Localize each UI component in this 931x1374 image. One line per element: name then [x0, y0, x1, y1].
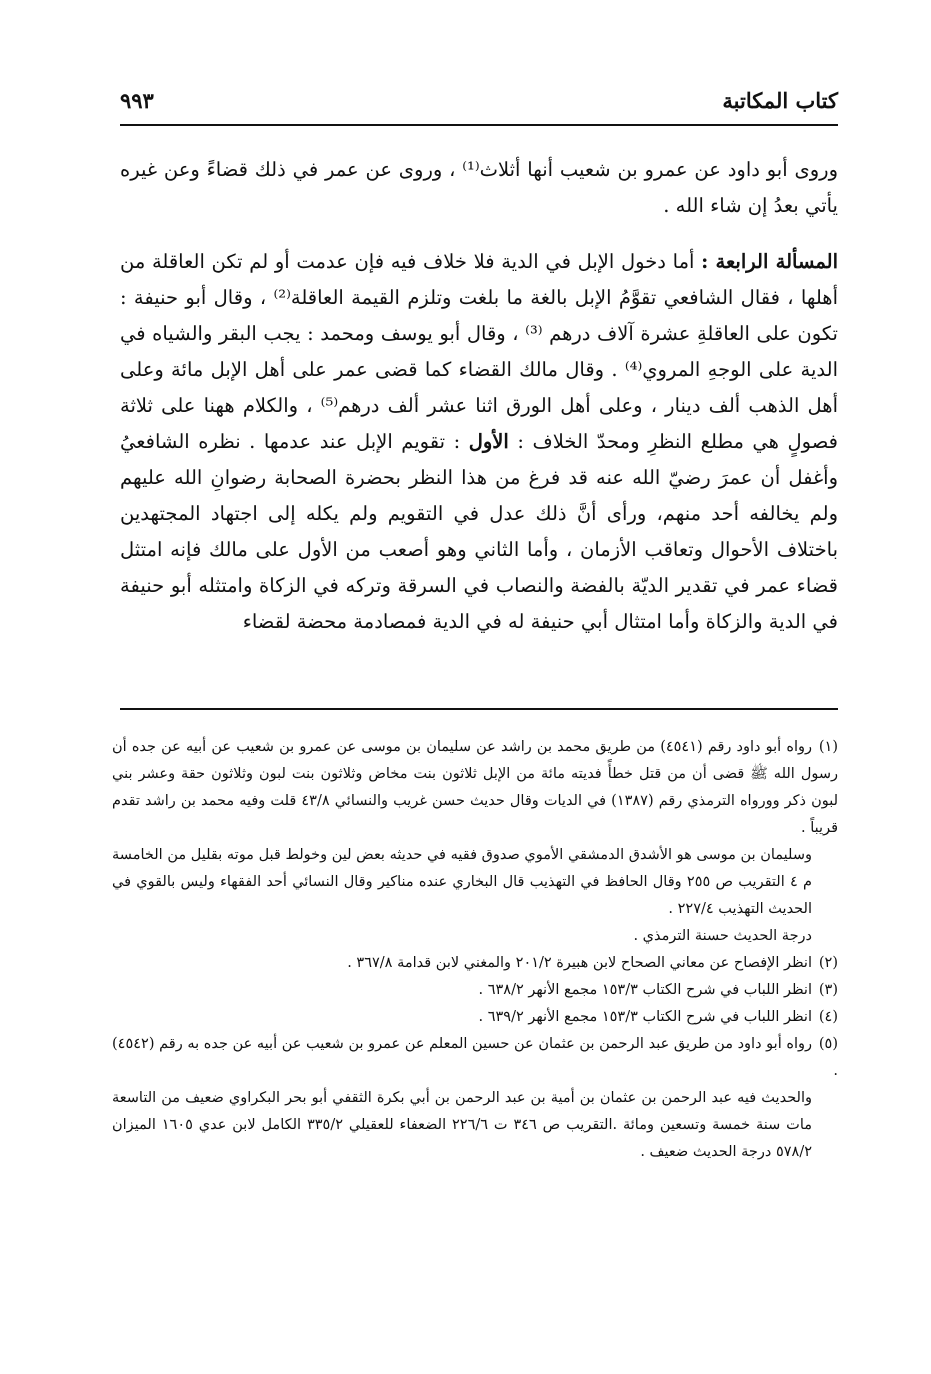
footnote-number: (٢) [818, 955, 838, 971]
chapter-title: كتاب المكاتبة [722, 88, 838, 113]
paragraph-2-text-a: أما دخول الإبل في الدية فلا خلاف فيه فإن عدمت أو لم تكن العاقلة من أهلها ، فقال الشافعي تقوَّمُ الإبل بالغة ما بلغت وتلزم القيمة العاقلة⁽²⁾ ، وقال أبو حنيفة : تكون على العاقلةِ عشرة آلاف درهم ⁽³⁾ ، وقال أبو يوسف ومحمد : يجب البقر والشياه في الدية على الوجهِ المروي⁽⁴⁾ . وقال مالك القضاء كما قضى عمر على أهل الإبل مائة وعلى أهل الذهب ألف دينار ، وعلى أهل الورق اثنا عشر ألف درهم⁽⁵⁾ ، والكلام ههنا على ثلاثة فصولٍ هي مطلع النظرِ ومحدّ الخلاف : [120, 250, 839, 453]
page-number: ٩٩٣ [120, 88, 154, 113]
first-point-label: الأول [468, 430, 509, 453]
footnote-item [112, 950, 838, 977]
footnote-item [112, 1004, 838, 1031]
footnote-text: انظر اللباب في شرح الكتاب ١٥٣/٣ مجمع الأنهر ٦٣٨/٢ . [478, 982, 812, 998]
footnote-text: انظر الإفصاح عن معاني الصحاح لابن هبيرة ٢٠١/٢ والمغني لابن قدامة ٣٦٧/٨ . [347, 955, 812, 971]
footnote-text: وسليمان بن موسى هو الأشدق الدمشقي الأموي صدوق فقيه في حديثه بعض لين وخولط قبل موته بقليل من الخامسة م ٤ التقريب ص ٢٥٥ وقال الحافظ في التهذيب قال البخاري عنده مناكير وقال النسائي أحد الفقهاء وليس بالقوي في الحديث التهذيب ٢٢٧/٤ . [112, 847, 812, 917]
footnote-text: درجة الحديث حسنة الترمذي . [633, 928, 812, 944]
footnote-item [112, 1031, 838, 1085]
footnote-text: رواه أبو داود رقم (٤٥٤١) من طريق محمد بن راشد عن سليمان بن موسى عن عمرو بن شعيب عن أبيه عن جده أن رسول الله ﷺ قضى أن من قتل خطأً فديته مائة من الإبل ثلاثون بنت مخاض وثلاثون بنت لبون وثلاثون حقة وعشر بني لبون ذكر وورواه الترمذي رقم (١٣٨٧) في الديات وقال حديث حسن غريب والنسائي ٤٣/٨ قلت وفيه محمد بن راشد تقدم قريباً . [112, 739, 839, 836]
footnote-number: (٣) [818, 982, 838, 998]
footnote-number: (٥) [818, 1036, 838, 1052]
footnote-item [112, 923, 838, 950]
footnote-item [112, 842, 838, 923]
footnote-text: والحديث فيه عبد الرحمن بن عثمان بن أمية بن عبد الرحمن بن أبي بكرة الثقفي أبو بحر البكراوي ضعيف من التاسعة مات سنة خمسة وتسعين ومائة .التقريب ص ٣٤٦ ت ٢٢٦/٦ الضعفاء للعقيلي ٣٣٥/٢ الكامل لابن عدي ١٦٠٥ الميزان ٥٧٨/٢ درجة الحديث ضعيف . [112, 1090, 813, 1160]
main-text [120, 152, 838, 640]
paragraph-2 [120, 244, 838, 640]
footnote-number: (٤) [818, 1009, 838, 1025]
footnote-text: انظر اللباب في شرح الكتاب ١٥٣/٣ مجمع الأنهر ٦٣٩/٢ . [478, 1009, 812, 1025]
paragraph-2-text-b: : تقويم الإبل عند عدمها . نظره الشافعيُ وأغفل أن عمرَ رضيّ الله عنه قد فرغ من هذا النظر بحضرة الصحابة رضوانِ الله عليهم ولم يخالفه أحد منهم، ورأى أنَّ ذلك عدل في التقويم ولم يكله إلى اجتهاد المجتهدين باختلاف الأحوال وتعاقب الأزمان ، وأما الثاني وهو أصعب من الأول على مالك فإنه امتثل قضاء عمر في تقدير الديّة بالفضة والنصاب في السرقة وتركه في الزكاة وامتثله أبو حنيفة في الدية والزكاة وأما امتثال أبي حنيفة له في الدية فمصادمة محضة لقضاء [120, 430, 838, 633]
paragraph-spacer [120, 224, 838, 244]
page-header [120, 88, 838, 122]
footnotes [112, 734, 838, 1166]
footnote-divider [120, 708, 838, 710]
footnote-item [112, 734, 838, 842]
footnote-item [112, 977, 838, 1004]
footnote-item [112, 1085, 838, 1166]
header-divider [120, 124, 838, 126]
issue-heading: المسألة الرابعة : [701, 250, 839, 273]
footnote-text: رواه أبو داود من طريق عبد الرحمن بن عثمان عن حسين المعلم عن عمرو بن شعيب عن أبيه عن جده به رقم (٤٥٤٢) . [112, 1036, 838, 1079]
paragraph-1: وروى أبو داود عن عمرو بن شعيب أنها أثلاث⁽¹⁾ ، وروى عن عمر في ذلك قضاءً وعن غيره يأتي بعدُ إن شاء الله . [120, 158, 838, 217]
footnote-number: (١) [818, 739, 838, 755]
